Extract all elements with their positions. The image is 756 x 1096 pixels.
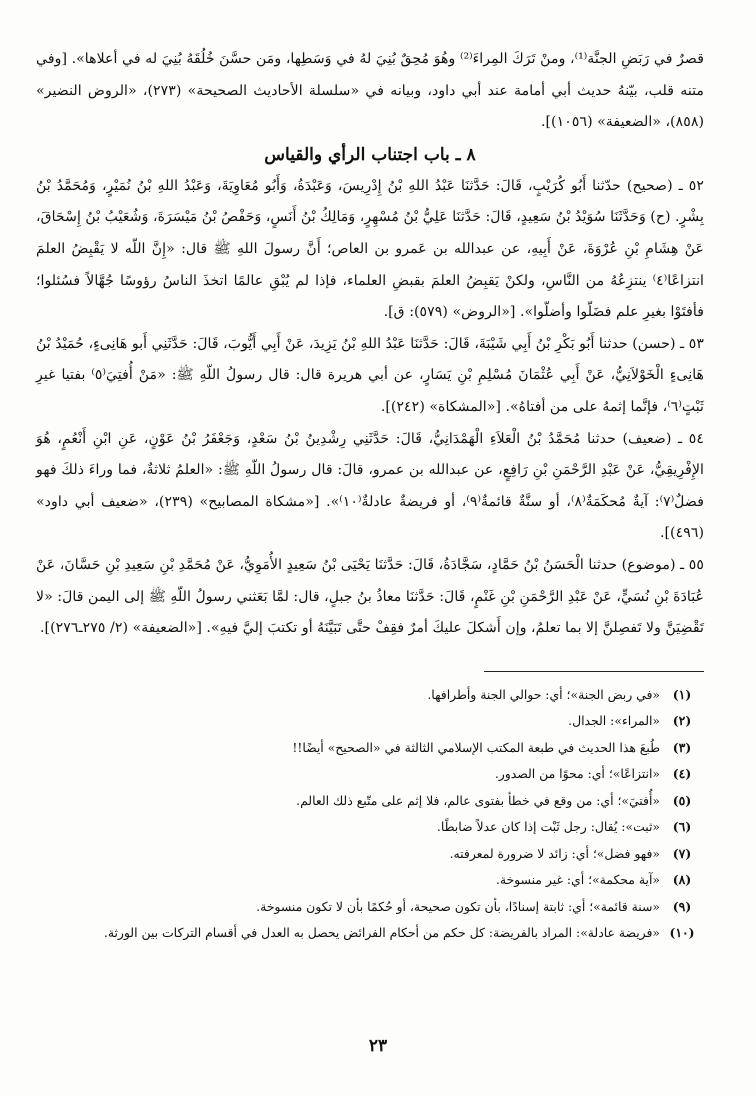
- footnote-number: (٦): [672, 819, 692, 835]
- footnote-text: «في ربض الجنة»؛ أي: حوالي الجنة وأطرافها.: [427, 686, 660, 702]
- footnote-number: (٣): [672, 739, 692, 755]
- footnote: [36, 867, 704, 894]
- hadith-52: ٥٢ ـ (صحيح) حدّثنا أَبُو كُرَيْبٍ، قَالَ: حَدَّثنَا عَبْدُ اللهِ بْنُ إِدْرِيسَ، وَعَبْدَةُ، وَأَبُو مُعَاوِيَةَ، وَعَبْدُ اللهِ بْنُ نُمَيْرٍ، وَمُحَمَّدُ بْنُ بِشْرٍ. (ح) وَحَدَّثَنَا سُوَيْدُ بْنُ سَعِيدٍ، قَالَ: حَدَّثنَا عَلِيُّ بْنُ مُسْهِرٍ، وَمَالِكُ بْنُ أَنَسٍ، وَحَفْصُ بْنُ مَيْسَرَةَ، وَشُعَيْبُ بْنُ إِسْحَاقَ، عَنْ هِشَامِ بْنِ عُرْوَةَ، عَنْ أَبِيهِ، عن عبدالله بن عَمرو بن العاص؛ أَنَّ رسولَ اللهِ ﷺ قال: «إِنَّ اللّه لا يَقْبِضُ العلمَ انتزاعًا⁽٤⁾ ينتزِعُهُ من النَّاسِ، ولكنْ يَقبِضُ العلمَ بقبضِ العلماء، فإذا لم يُبْقِ عالمًا اتخذَ الناسُ رؤوسًا جُهَّالاً فسُئلوا؛ فأفتَوْا بغيرِ علم فضَلّوا وأضلّوا». [«الروض» (٥٧٩): ق].: [36, 177, 704, 321]
- footnote-text: طُبعَ هذا الحديث في طبعة المكتب الإسلامي الثالثة في «الصحيح» أيضًا!!: [292, 739, 660, 755]
- footnote-text: «ثبت»: يُقال: رجل ثَبْت إذا كان عدلاً ضابطًا.: [436, 819, 660, 835]
- footnote: [36, 894, 704, 921]
- footnote-number: (١): [672, 686, 692, 702]
- footnote-number: (٩): [672, 898, 692, 914]
- footnote: [36, 788, 704, 815]
- footnote-number: (٨): [672, 872, 692, 888]
- hadith-54: ٥٤ ـ (ضعيف) حدثنا مُحَمَّدُ بْنُ الْعَلاَءِ الْهَمْدَانِيُّ، قَالَ: حَدَّثَنِي رِشْدِينُ بْنُ سَعْدٍ، وَجَعْفَرُ بْنُ عَوْنٍ، عَنِ ابْنِ أَنْعُمٍ، هُوَ الإِفْرِيقِيُّ، عَنْ عَبْدِ الرَّحْمَنِ بْنِ رَافِعٍ، عن عبدالله بن عمرو، قالَ: قال رسولُ اللّهِ ﷺ: «العلمُ ثلاثةٌ، فما وراءَ ذلكَ فهو فضلٌ⁽٧⁾: آيةٌ مُحكَمَةٌ⁽٨⁾، أو سنَّةٌ قائمةٌ⁽٩⁾، أو فريضةٌ عادلةٌ⁽١٠⁾». [«مشكاة المصابيح» (٢٣٩)، «ضعيف أبي داود» (٤٩٦)].: [36, 430, 705, 542]
- footnote: [36, 735, 704, 762]
- footnote-text: «أُفتيَ»؛ أي: من وقع في خطأ بفتوى عالم، فلا إثم على متّبع ذلك العالم.: [296, 792, 660, 808]
- footnote: [36, 920, 704, 947]
- footnote-number: (٢): [672, 713, 692, 729]
- footnote-number: (٧): [672, 845, 692, 861]
- footnote-number: (٥): [672, 792, 692, 808]
- footnote-text: «انتزاعًا»؛ أي: محوًا من الصدور.: [494, 766, 660, 782]
- page-number: ٢٣: [368, 1036, 388, 1056]
- intro-paragraph: قصرٌ في رَبَضِ الجنَّة⁽¹⁾، ومنْ تَرَكَ المِراءَ⁽²⁾ وهُوَ مُحِقٌ بُنِيَ لهُ في وَسَطِها، ومَن حسَّنَ خُلُقَهُ بُنِيَ له في أعلاها». [وفي متنه قلب، بيّنهُ حديث أبي أمامة عند أبي داود، وبيانه في «سلسلة الأحاديث الصحيحة» (٢٧٣)، «الروض النضير» (٨٥٨)، «الضعيفة» (١٠٥٦)].: [36, 51, 704, 131]
- hadith-53: ٥٣ ـ (حسن) حدثنا أَبُو بَكْرِ بْنُ أَبِي شَيْبَةَ، قَالَ: حَدَّثنَا عَبْدُ اللهِ بْنُ يَزِيدَ، عَنْ أَبِي أَيُّوبَ، قَالَ: حَدَّثَنِي أَبو هَانِىءٍ، حُمَيْدُ بْنُ هَانِىءٍ الْخَوْلاَنِيُّ، عَنْ أَبِي عُثْمَانَ مُسْلِمِ بْنِ يَسَارٍ، عن أبي هريرة قال: قال رسولُ اللّهِ ﷺ: «مَنْ أُفتِيَ⁽٥⁾ بفتيا غيرِ ثَبْتٍ⁽٦⁾، فإنَّما إثمهُ على من أفتاهُ». [«المشكاة» (٢٤٢)].: [36, 335, 704, 415]
- main-text: [36, 44, 704, 645]
- chapter-title: ٨ ـ باب اجتناب الرأي والقياس: [264, 144, 476, 165]
- footnote-text: «آية محكمة»؛ أي: غير منسوخة.: [495, 872, 660, 888]
- footnote: [36, 841, 704, 868]
- footnote-separator: [484, 671, 704, 672]
- footnote-text: «فهو فضل»؛ أي: زائد لا ضرورة لمعرفته.: [449, 845, 660, 861]
- footnote-text: «فريضة عادلة»: المراد بالفريضة: كل حكم من أحكام الفرائض يحصل به العدل في أقسام التركات بين الورثة.: [103, 925, 660, 941]
- footnote-number: (٤): [672, 766, 692, 782]
- footnote-text: «المراء»: الجدال.: [568, 713, 660, 729]
- footnote-text: «سنة قائمة»؛ أي: ثابتة إسنادًا، بأن تكون صحيحة، أو حُكمًا بأن لا تكون منسوخة.: [256, 898, 660, 914]
- footnote-number: (١٠): [669, 925, 695, 941]
- footnote: [36, 682, 704, 709]
- hadith-55: ٥٥ ـ (موضوع) حدثنا الْحَسَنُ بْنُ حَمَّادٍ، سَجَّادَةُ، قَالَ: حَدَّثنَا يَحْيَى بْنُ سَعِيدٍ الأُمَوِيُّ، عَنْ مُحَمَّدِ بْنِ سَعِيدِ بْنِ حَسَّانَ، عَنْ عُبَادَةَ بْنِ نُسَيٍّ، عَنْ عَبْدِ الرَّحْمَنِ بْنِ غَنْمٍ، قَالَ: حَدَّثنَا معاذُ بنُ جبلٍ، قال: لمَّا بَعَثني رسولُ اللّهِ ﷺ إلى اليمن قالَ: «لا تَقْضِيَنَّ ولا تَفصِلنَّ إلا بما تعلمُ، وإن أَشكلَ عليكَ أمرٌ فقِفْ حتَّى تَبَيَّنَهُ أو تكتبَ إليَّ فيهِ». [«الضعيفة» (٢/ ٢٧٥ـ٢٧٦)].: [36, 556, 704, 637]
- footnotes: [36, 682, 704, 947]
- footnote: [36, 761, 704, 788]
- footnote: [36, 708, 704, 735]
- footnote: [36, 814, 704, 841]
